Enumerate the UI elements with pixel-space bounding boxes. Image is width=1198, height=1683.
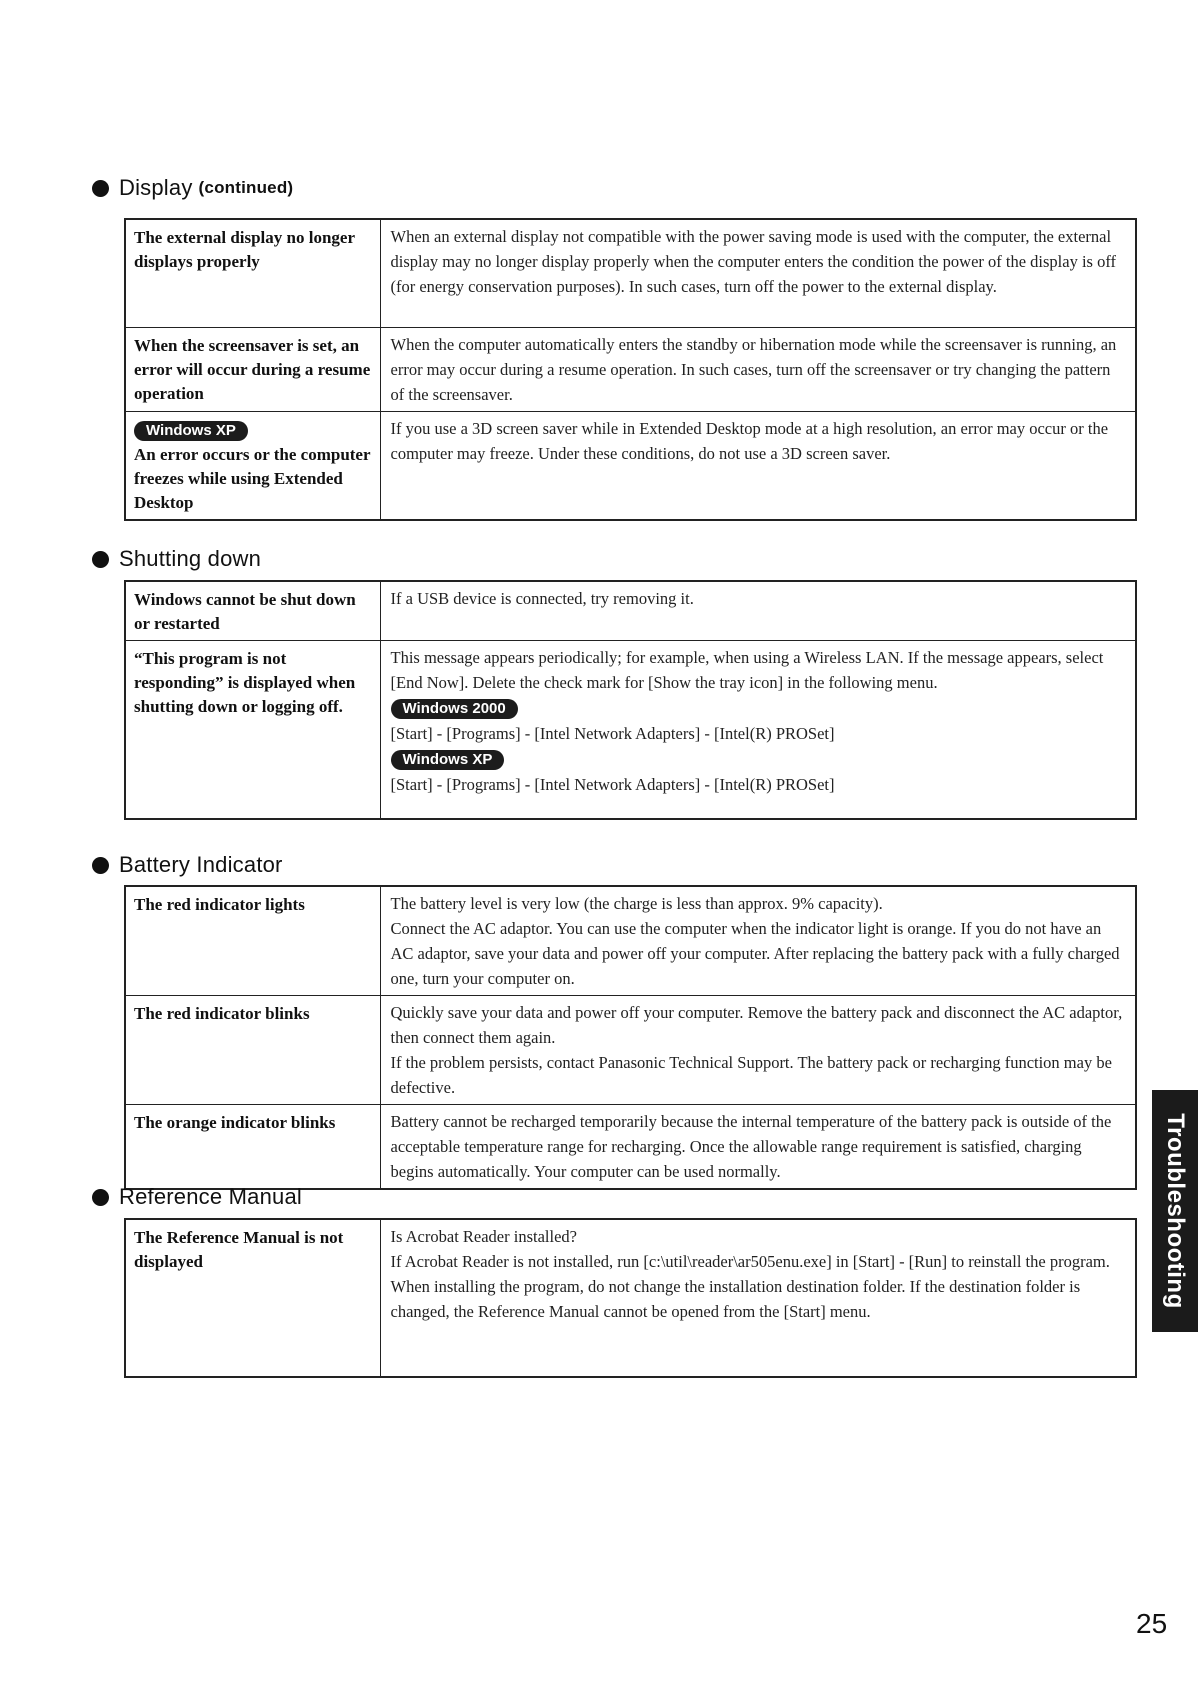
solution-text: The battery level is very low (the charge is less than approx. 9% capacity). [390,894,883,913]
section-heading-shutting-down [92,546,261,572]
table-row [125,327,1136,411]
troubleshooting-tab [1152,1090,1198,1332]
symptom-cell: The orange indicator blinks [125,1105,380,1190]
battery-indicator-table [124,885,1137,1190]
shutting-down-table [124,580,1137,820]
symptom-text: An error occurs or the computer freezes while using Extended Desktop [134,444,371,512]
menu-path: [Start] - [Programs] - [Intel Network Adapters] - [Intel(R) PROSet] [390,775,835,794]
solution-cell: Battery cannot be recharged temporarily because the internal temperature of the battery pack is outside of the acceptable temperature range for recharging. Once the allowable range requirement is satisfied, charging begins automatically. Your computer can be used normally. [380,1105,1136,1190]
table-row [125,411,1136,520]
os-badge: Windows XP [134,421,248,441]
section-title: Reference Manual [119,1184,302,1209]
solution-cell: When an external display not compatible with the power saving mode is used with the computer, the external display may no longer display properly when the computer enters the condition the power of the display is off (for energy conservation purposes). In such cases, turn off the power to the external display. [380,219,1136,327]
section-heading-reference-manual [92,1184,302,1210]
solution-text: Connect the AC adaptor. You can use the computer when the indicator light is orange. If you do not have an AC adaptor, save your data and power off your computer. After replacing the battery pack with a fully charged one, turn your computer on. [390,919,1120,988]
bullet-icon [92,551,109,568]
table-row [125,1105,1136,1190]
symptom-cell: When the screensaver is set, an error will occur during a resume operation [125,327,380,411]
symptom-cell: The red indicator lights [125,886,380,996]
side-tab-label: Troubleshooting [1162,1113,1189,1309]
table-row [125,219,1136,327]
section-subtitle: (continued) [198,178,294,197]
solution-cell: When the computer automatically enters the standby or hibernation mode while the screensaver is running, an error may occur during a resume operation. In such cases, turn off the screensaver or try changing the pattern of the screensaver. [380,327,1136,411]
page-number: 25 [1136,1608,1168,1639]
section-heading-display [92,175,293,201]
symptom-cell: The Reference Manual is not displayed [125,1219,380,1377]
display-table [124,218,1137,521]
menu-path: [Start] - [Programs] - [Intel Network Adapters] - [Intel(R) PROSet] [390,724,835,743]
table-row [125,641,1136,819]
table-row [125,996,1136,1105]
solution-text: This message appears periodically; for example, when using a Wireless LAN. If the message appears, select [End Now]. Delete the check mark for [Show the tray icon] in the following menu. [390,648,1104,692]
solution-cell: If you use a 3D screen saver while in Extended Desktop mode at a high resolution, an error may occur or the computer may freeze. Under these conditions, do not use a 3D screen saver. [380,411,1136,520]
solution-cell [380,886,1136,996]
symptom-cell: The external display no longer displays properly [125,219,380,327]
solution-cell [380,996,1136,1105]
symptom-cell: “This program is not responding” is displayed when shutting down or logging off. [125,641,380,819]
solution-text: Is Acrobat Reader installed? [390,1227,577,1246]
bullet-icon [92,857,109,874]
solution-text: If the problem persists, contact Panasonic Technical Support. The battery pack or recharging function may be defective. [390,1053,1112,1097]
solution-cell [380,1219,1136,1377]
section-title: Shutting down [119,546,262,571]
os-badge: Windows XP [391,750,505,770]
bullet-icon [92,180,109,197]
symptom-cell: Windows cannot be shut down or restarted [125,581,380,641]
solution-cell: If a USB device is connected, try removing it. [380,581,1136,641]
symptom-cell [125,411,380,520]
table-row [125,581,1136,641]
bullet-icon [92,1189,109,1206]
solution-text: If Acrobat Reader is not installed, run [c:\util\reader\ar505enu.exe] in [Start] - [Run] to reinstall the program. When installing the program, do not change the installation destination folder. If the destination folder is changed, the Reference Manual cannot be opened from the [Start] menu. [390,1252,1110,1321]
table-row [125,1219,1136,1377]
section-heading-battery-indicator [92,852,283,878]
table-row [125,886,1136,996]
section-title: Battery Indicator [119,852,283,877]
os-badge: Windows 2000 [391,699,518,719]
section-title: Display [119,175,193,200]
reference-manual-table [124,1218,1137,1378]
solution-cell [380,641,1136,819]
symptom-cell: The red indicator blinks [125,996,380,1105]
solution-text: Quickly save your data and power off your computer. Remove the battery pack and disconnect the AC adaptor, then connect them again. [390,1003,1123,1047]
